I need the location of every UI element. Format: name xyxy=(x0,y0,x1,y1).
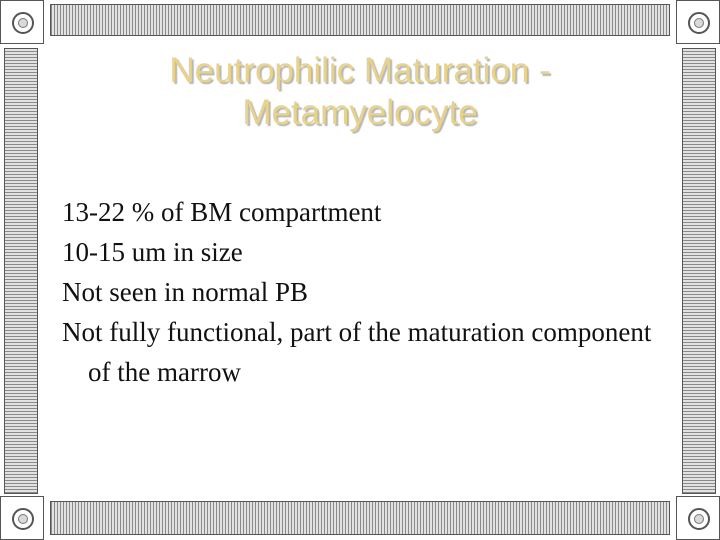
corner-knob-bottom-right xyxy=(676,496,720,540)
frame-bottom-bar xyxy=(50,501,670,535)
bullet-item: Not seen in normal PB xyxy=(62,277,308,307)
corner-knob-top-right xyxy=(676,0,720,44)
bullet-item: 13-22 % of BM compartment xyxy=(62,197,382,227)
slide-title-line-1: Neutrophilic Maturation - xyxy=(169,51,551,90)
frame-right-bar xyxy=(682,48,716,494)
frame-top-bar xyxy=(50,4,670,36)
bullet-item: Not fully functional, part of the maturation component of the marrow xyxy=(62,317,652,387)
bullet-item: 10-15 um in size xyxy=(62,237,243,267)
bullet-list xyxy=(62,192,662,392)
frame-left-bar xyxy=(4,48,38,494)
corner-knob-bottom-left xyxy=(0,496,44,540)
corner-knob-top-left xyxy=(0,0,44,44)
slide-title xyxy=(60,50,660,134)
slide-title-line-2: Metamyelocyte xyxy=(242,93,478,132)
